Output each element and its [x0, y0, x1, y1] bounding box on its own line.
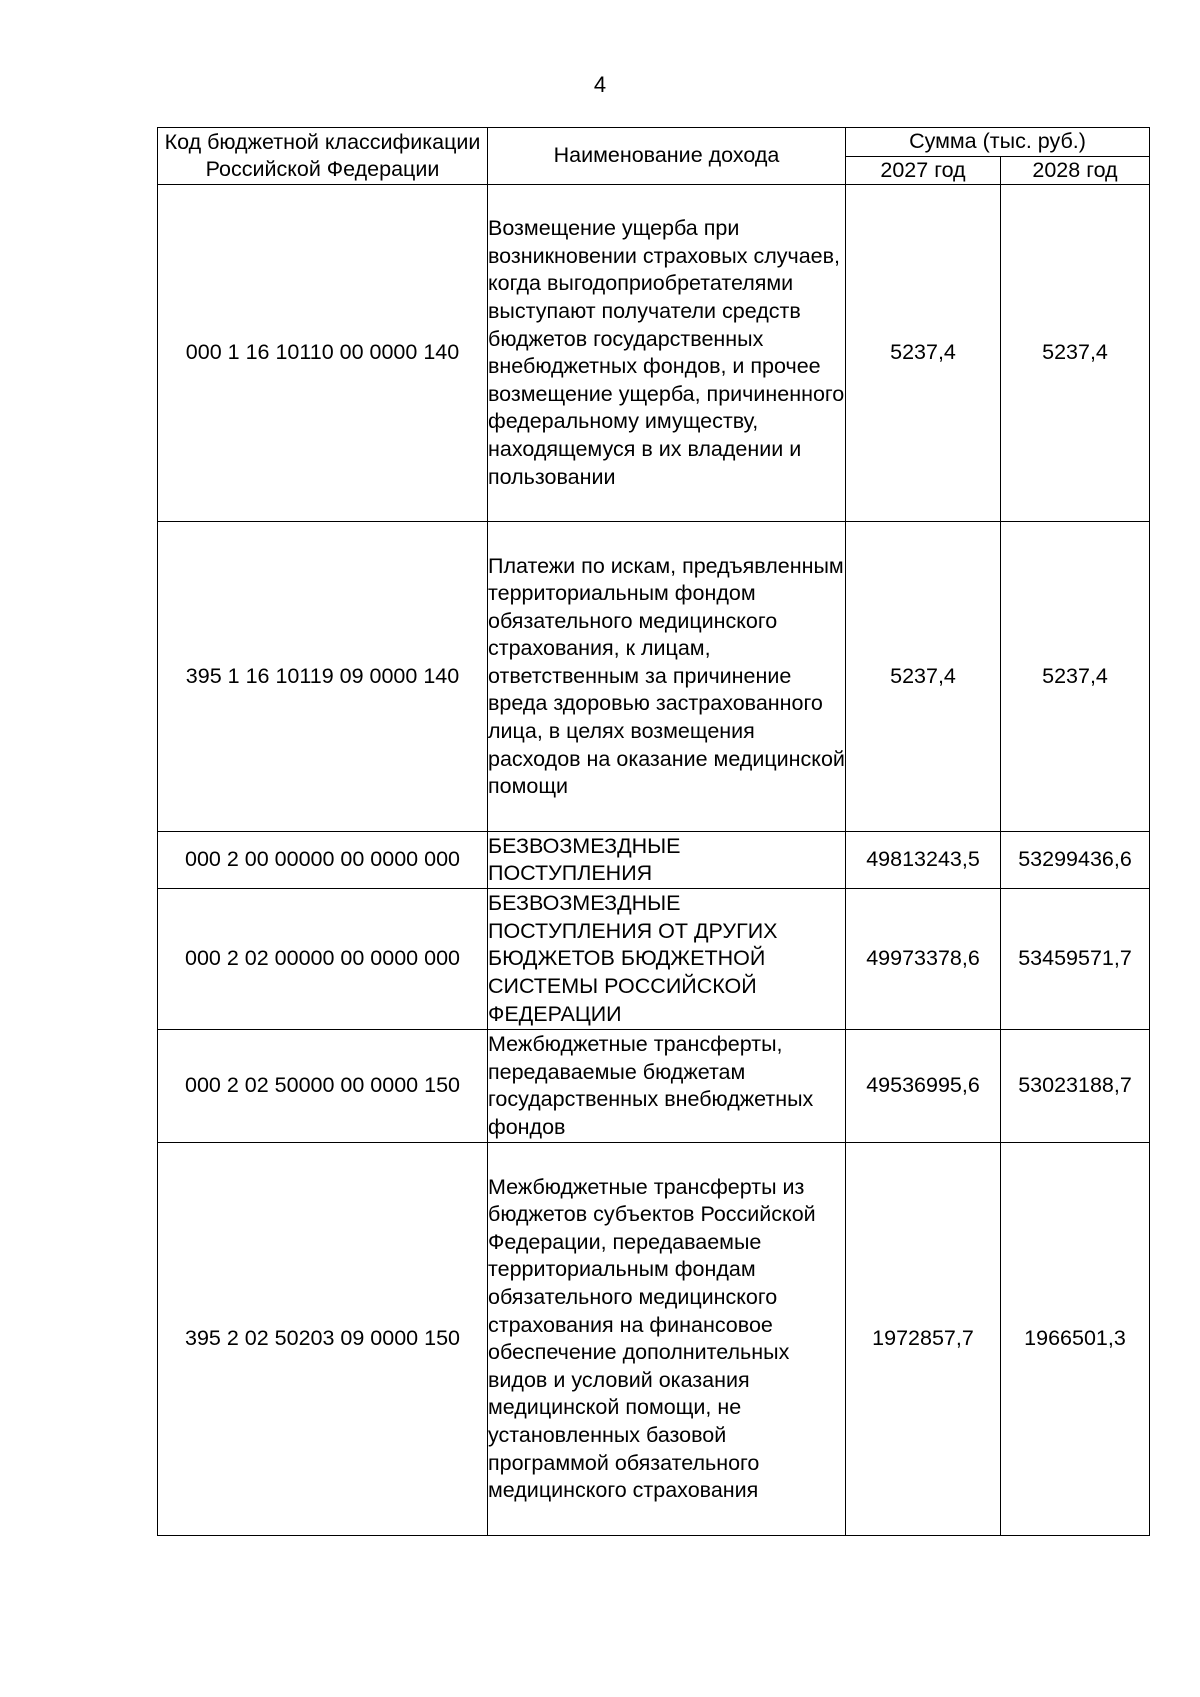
table-row: [158, 522, 1150, 832]
page-number: 4: [593, 72, 607, 97]
row-name: БЕЗВОЗМЕЗДНЫЕ ПОСТУПЛЕНИЯ: [488, 832, 846, 889]
row-value-2027: 49973378,6: [846, 889, 1001, 1030]
row-name: Межбюджетные трансферты из бюджетов субъектов Российской Федерации, передаваемые территориальным фондам обязательного медицинского страхования на финансовое обеспечение дополнительных видов и условий оказания медицинской помощи, не установленных базовой программой обязательного медицинского страхования: [488, 1143, 846, 1536]
row-value-2028: 1966501,3: [1001, 1143, 1150, 1536]
row-value-2027: 49536995,6: [846, 1030, 1001, 1143]
table-row: [158, 889, 1150, 1030]
row-code: 000 2 00 00000 00 0000 000: [158, 832, 488, 889]
table-row: [158, 832, 1150, 889]
header-code: Код бюджетной классификации Российской Федерации: [158, 128, 488, 185]
row-name: Платежи по искам, предъявленным территориальным фондом обязательного медицинского страхования, к лицам, ответственным за причинение вреда здоровью застрахованного лица, в целях возмещения расходов на оказание медицинской помощи: [488, 522, 846, 832]
table-row: [158, 185, 1150, 522]
row-value-2028: 53023188,7: [1001, 1030, 1150, 1143]
row-value-2027: 1972857,7: [846, 1143, 1001, 1536]
row-value-2028: 5237,4: [1001, 185, 1150, 522]
header-sum: Сумма (тыс. руб.): [846, 128, 1150, 157]
header-name: Наименование дохода: [488, 128, 846, 185]
row-value-2028: 53299436,6: [1001, 832, 1150, 889]
row-code: 395 2 02 50203 09 0000 150: [158, 1143, 488, 1536]
table-row: [158, 1143, 1150, 1536]
revenue-table: [157, 127, 1150, 1536]
row-value-2028: 53459571,7: [1001, 889, 1150, 1030]
row-code: 395 1 16 10119 09 0000 140: [158, 522, 488, 832]
table-row: [158, 1030, 1150, 1143]
row-name: БЕЗВОЗМЕЗДНЫЕ ПОСТУПЛЕНИЯ ОТ ДРУГИХ БЮДЖЕТОВ БЮДЖЕТНОЙ СИСТЕМЫ РОССИЙСКОЙ ФЕДЕРАЦИИ: [488, 889, 846, 1030]
row-code: 000 2 02 50000 00 0000 150: [158, 1030, 488, 1143]
row-value-2027: 5237,4: [846, 185, 1001, 522]
row-name: Межбюджетные трансферты, передаваемые бюджетам государственных внебюджетных фондов: [488, 1030, 846, 1143]
row-name: Возмещение ущерба при возникновении страховых случаев, когда выгодоприобретателями выступают получатели средств бюджетов государственных внебюджетных фондов, и прочее возмещение ущерба, причиненного федеральному имуществу, находящемуся в их владении и пользовании: [488, 185, 846, 522]
row-code: 000 2 02 00000 00 0000 000: [158, 889, 488, 1030]
row-value-2028: 5237,4: [1001, 522, 1150, 832]
row-code: 000 1 16 10110 00 0000 140: [158, 185, 488, 522]
header-year-2028: 2028 год: [1001, 156, 1150, 185]
row-value-2027: 49813243,5: [846, 832, 1001, 889]
table-header-row: [158, 128, 1150, 157]
header-year-2027: 2027 год: [846, 156, 1001, 185]
row-value-2027: 5237,4: [846, 522, 1001, 832]
